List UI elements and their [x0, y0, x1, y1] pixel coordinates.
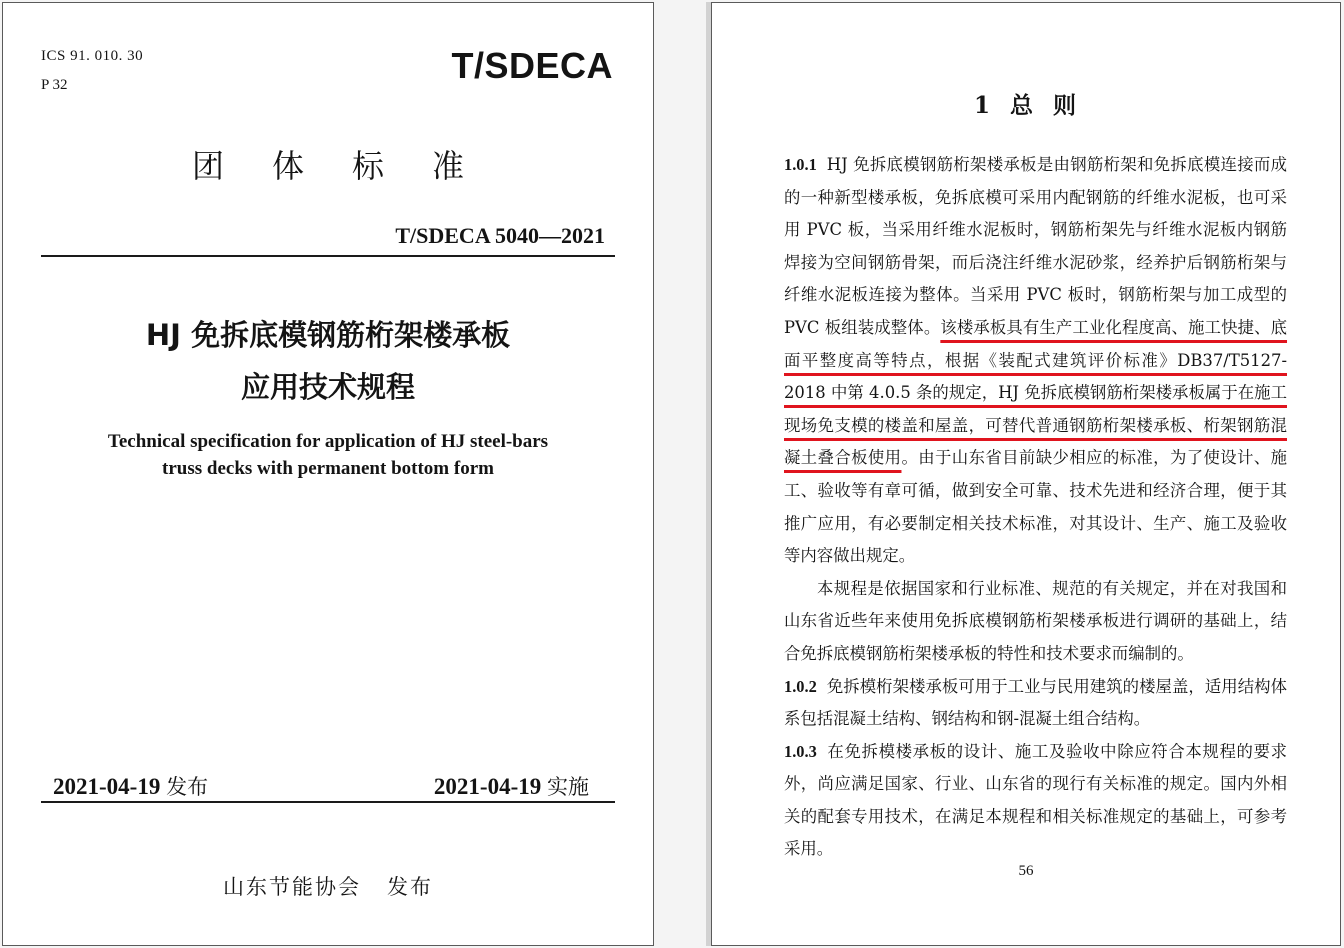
standard-type-heading: 团体标准 — [191, 147, 512, 185]
publisher-name: 山东节能协会 — [223, 875, 361, 899]
title-chinese-line-2: 应用技术规程 — [240, 370, 415, 404]
cover-bottom-rule — [41, 801, 615, 803]
cover-page — [2, 2, 654, 946]
clause-1-0-2 — [784, 671, 1287, 736]
chapter-title-part-2: 则 — [1053, 92, 1078, 119]
effective-date-label: 实施 — [547, 775, 589, 799]
effective-date — [434, 771, 589, 801]
clause-text-continued: 。由于山东省目前缺少相应的标准，为了使设计、施工、验收等有章可循，做到安全可靠、技术先进和经济合理，便于其推广应用，有必要制定相关技术标准，对其设计、生产、施工及验收等内容做出规定。 — [784, 448, 1288, 566]
chapter-body — [784, 149, 1287, 866]
clause-text: HJ 免拆底模钢筋桁架楼承板是由钢筋桁架和免拆底模连接而成的一种新型楼承板，免拆底模可采用内配钢筋的纤维水泥板，也可采用 PVC 板，当采用纤维水泥板时，钢筋桁架先与纤维水泥板内钢筋焊接为空间钢筋骨架，而后浇注纤维水泥砂浆，经养护后钢筋桁架与纤维水泥板连接为整体。当采用 PVC 板时，钢筋桁架与加工成型的 PVC 板组装成整体。 — [784, 155, 1287, 337]
page-number: 56 — [1018, 863, 1034, 879]
cover-top-rule — [41, 255, 615, 257]
effective-date-value: 2021-04-19 — [433, 774, 542, 799]
ics-code: ICS 91. 010. 30 — [41, 48, 144, 64]
chapter-heading — [712, 87, 1340, 120]
chapter-title-part-1: 总 — [1010, 92, 1035, 119]
publisher-action: 发布 — [387, 875, 433, 899]
issue-date-label: 发布 — [166, 775, 209, 799]
issue-date — [53, 771, 208, 801]
red-underlined-passage: 该楼承板具有生产工业化程度高、施工快捷、底面平整度高等特点，根据《装配式建筑评价标准》DB37/T5127-2018 中第 4.0.5 条的规定，HJ 免拆底模钢筋桁架楼承板属于在施工现场免支模的楼盖和屋盖，可替代普通钢筋桁架楼承板、桁架钢筋混凝土叠合板使用 — [784, 317, 1288, 468]
content-page — [711, 2, 1341, 946]
standard-brand-code: T/SDECA — [451, 45, 613, 86]
clause-number: 1.0.2 — [784, 676, 817, 696]
clause-1-0-1 — [784, 149, 1287, 573]
clause-text: 在免拆模楼承板的设计、施工及验收中除应符合本规程的要求外，尚应满足国家、行业、山东省的现行有关标准的规定。国内外相关的配套专用技术，在满足本规程和相关标准规定的基础上，可参考采用。 — [784, 741, 1287, 859]
clause-number: 1.0.1 — [784, 155, 817, 174]
clause-1-0-3 — [784, 736, 1287, 866]
clause-text: 免拆模桁架楼承板可用于工业与民用建筑的楼屋盖，适用结构体系包括混凝土结构、钢结构和钢-混凝土组合结构。 — [784, 676, 1287, 729]
ccs-code: P 32 — [41, 77, 68, 93]
issue-date-value: 2021-04-19 — [53, 774, 161, 799]
chapter-number: 1 — [973, 92, 992, 119]
title-english-line-2: truss decks with permanent bottom form — [162, 458, 494, 479]
publisher — [3, 871, 653, 901]
title-english-line-1: Technical specification for application of HJ steel-bars — [107, 431, 549, 452]
clause-1-0-1-paragraph-2: 本规程是依据国家和行业标准、规范的有关规定，并在对我国和山东省近些年来使用免拆底模钢筋桁架楼承板进行调研的基础上，结合免拆底模钢筋桁架楼承板的特性和技术要求而编制的。 — [784, 578, 1287, 663]
standard-number: T/SDECA 5040—2021 — [395, 223, 605, 248]
title-chinese-line-1: HJ 免拆底模钢筋桁架楼承板 — [145, 318, 511, 352]
clause-number: 1.0.3 — [784, 741, 817, 761]
